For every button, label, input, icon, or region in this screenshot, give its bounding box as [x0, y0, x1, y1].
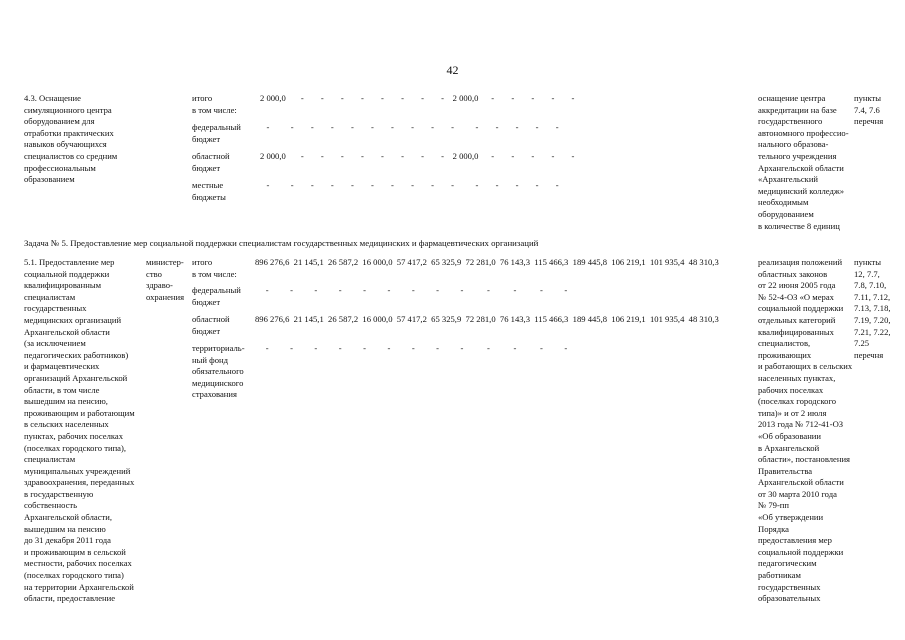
row-4-3-values-local: - - - - - - - - - - - - - - - [260, 180, 559, 190]
page-number: 42 [446, 63, 459, 77]
row-5-1-source-total: итого в том числе: [192, 257, 237, 279]
row-5-1-values-federal: - - - - - - - - - - - - - [255, 285, 568, 295]
row-4-3-source-regional: областной бюджет [192, 151, 230, 173]
row-5-1-source-federal: федеральный бюджет [192, 285, 241, 307]
row-4-3-values-total: 2 000,0 - - - - - - - - 2 000,0 - - - - - [260, 93, 575, 103]
row-4-3-points: пункты 7.4, 7.6 перечня [854, 93, 884, 127]
row-5-1-executor: министер- ство здраво- охранения [146, 257, 185, 302]
row-5-1-result: реализация положений областных законов от 22 июня 2005 года № 52-4-ОЗ «О мерах социальной поддержки отдельных категорий квалифицированных специалистов, проживающих и работающих в сельских населенных пунктах, рабочих поселках (поселках городского типа)» и от 2 июля 2013 года № 712-41-ОЗ «Об образовании в Архангельской области», постановления Правительства Архангельской области от 30 марта 2010 года № 79-пп «Об утверждении Порядка предоставления мер социальной поддержки педагогическим работникам государственных образовательных [758, 257, 853, 604]
row-4-3-source-federal: федеральный бюджет [192, 122, 241, 144]
row-5-1-values-oms: - - - - - - - - - - - - - [255, 343, 568, 353]
row-5-1-points: пункты 12, 7.7, 7.8, 7.10, 7.11, 7.12, 7.13, 7.18, 7.19, 7.20, 7.21, 7.22, 7.25 перечня [854, 257, 891, 360]
row-4-3-result: оснащение центра аккредитации на базе государственного автономного профессио- нального образова- тельного учреждения Архангельской области «Архангельский медицинский колледж» необходимым оборудованием в количестве 8 единиц [758, 93, 849, 231]
task-5-heading: Задача № 5. Предоставление мер социальной поддержки специалистам государственных медицинских и фармацевтических организаций [24, 238, 539, 248]
row-5-1-source-oms: территориаль- ный фонд обязательного медицинского страхования [192, 343, 245, 400]
row-4-3-name: 4.3. Оснащение симуляционного центра оборудованием для отработки практических навыков обучающихся специалистов со средним профессиональным образованием [24, 93, 118, 185]
row-4-3-values-federal: - - - - - - - - - - - - - - - [260, 122, 559, 132]
row-4-3-source-local: местные бюджеты [192, 180, 226, 202]
row-4-3-values-regional: 2 000,0 - - - - - - - - 2 000,0 - - - - - [260, 151, 575, 161]
row-5-1-values-total: 896 276,6 21 145,1 26 587,2 16 000,0 57 417,2 65 325,9 72 281,0 76 143,3 115 466,3 189 445,8 106 219,1 101 935,4 48 310,3 [255, 257, 719, 267]
row-5-1-name: 5.1. Предоставление мер социальной поддержки квалифицированным специалистам государственных медицинских организаций Архангельской области (за исключением педагогических работников) и фармацевтических организаций Архангельской области, в том числе вышедшим на пенсию, проживающим и работающим в сельских населенных пунктах, рабочих поселках (поселках городского типа), специалистам муниципальных учреждений здравоохранения, переданных в государственную собственность Архангельской области, вышедшим на пенсию до 31 декабря 2011 года и проживающим в сельской местности, рабочих поселках (поселках городского типа) на территории Архангельской области, предоставление [24, 257, 135, 604]
row-4-3-source-total: итого в том числе: [192, 93, 237, 115]
row-5-1-values-regional: 896 276,6 21 145,1 26 587,2 16 000,0 57 417,2 65 325,9 72 281,0 76 143,3 115 466,3 189 445,8 106 219,1 101 935,4 48 310,3 [255, 314, 719, 324]
row-5-1-source-regional: областной бюджет [192, 314, 230, 336]
